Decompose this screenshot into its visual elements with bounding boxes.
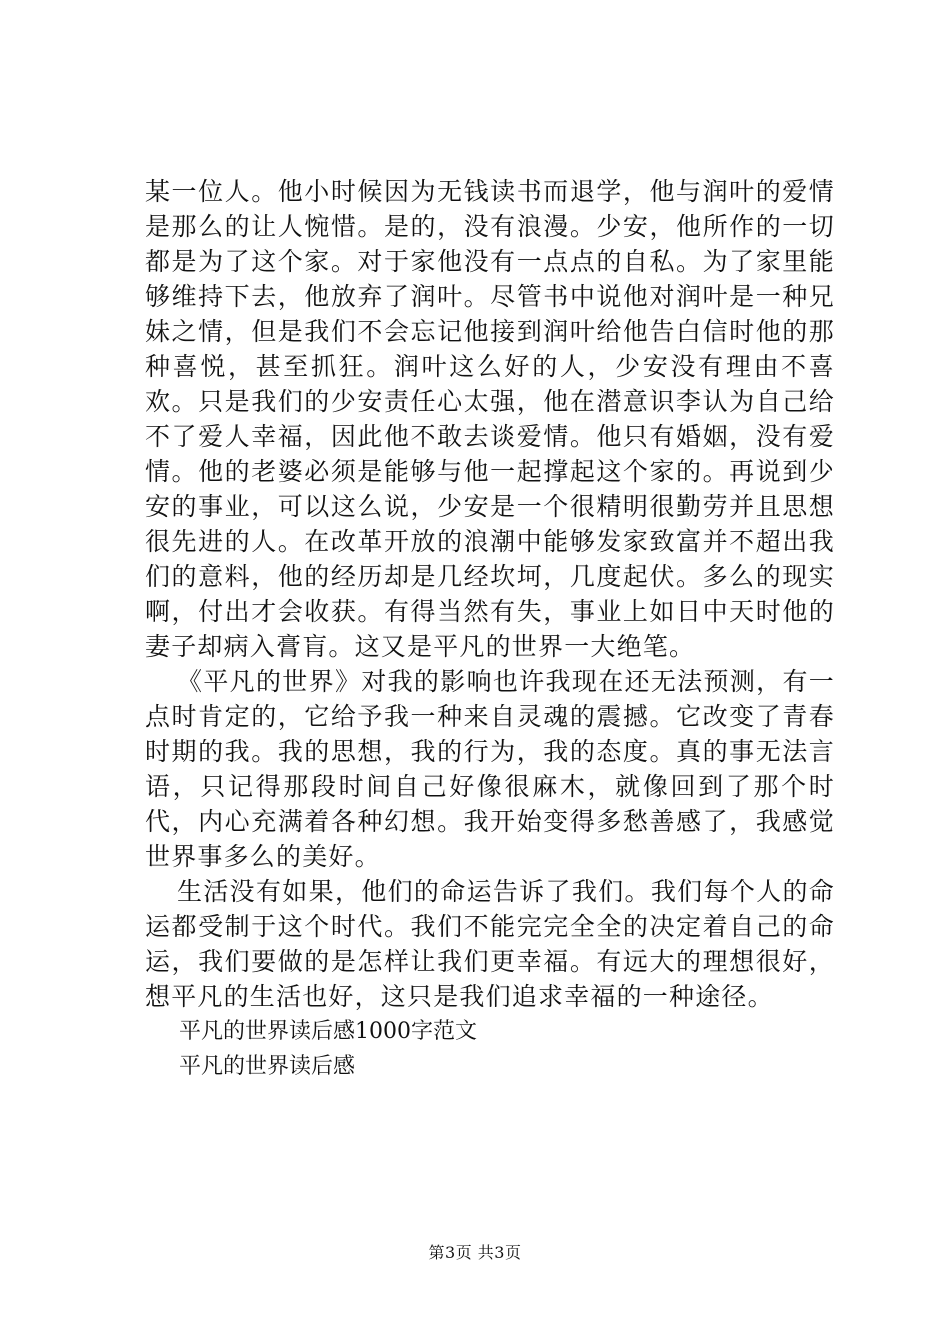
paragraph-3: 生活没有如果，他们的命运告诉了我们。我们每个人的命运都受制于这个时代。我们不能完完全全的决定着自己的命运，我们要做的是怎样让我们更幸福。有远大的理想很好，想平凡的生活也好，这只是我们追求幸福的一种途径。 [145, 877, 835, 1011]
related-title-2: 平凡的世界读后感 [179, 1054, 356, 1079]
page-footer: 第3页 共3页 [428, 1243, 522, 1262]
document-body [145, 174, 835, 1084]
paragraph-1: 某一位人。他小时候因为无钱读书而退学，他与润叶的爱情是那么的让人惋惜。是的，没有浪漫。少安，他所作的一切都是为了这个家。对于家他没有一点点的自私。为了家里能够维持下去，他放弃了润叶。尽管书中说他对润叶是一种兄妹之情，但是我们不会忘记他接到润叶给他告白信时他的那种喜悦，甚至抓狂。润叶这么好的人，少安没有理由不喜欢。只是我们的少安责任心太强，他在潜意识李认为自己给不了爱人幸福，因此他不敢去谈爱情。他只有婚姻，没有爱情。他的老婆必须是能够与他一起撑起这个家的。再说到少安的事业，可以这么说，少安是一个很精明很勤劳并且思想很先进的人。在改革开放的浪潮中能够发家致富并不超出我们的意料，他的经历却是几经坎坷，几度起伏。多么的现实啊，付出才会收获。有得当然有失，事业上如日中天时他的妻子却病入膏肓。这又是平凡的世界一大绝笔。 [145, 177, 835, 661]
related-title-1: 平凡的世界读后感1000字范文 [179, 1019, 477, 1044]
paragraph-2: 《平凡的世界》对我的影响也许我现在还无法预测，有一点时肯定的，它给予我一种来自灵魂的震撼。它改变了青春时期的我。我的思想，我的行为，我的态度。真的事无法言语，只记得那段时间自己好像很麻木，就像回到了那个时代，内心充满着各种幻想。我开始变得多愁善感了，我感觉世界事多么的美好。 [145, 667, 835, 871]
